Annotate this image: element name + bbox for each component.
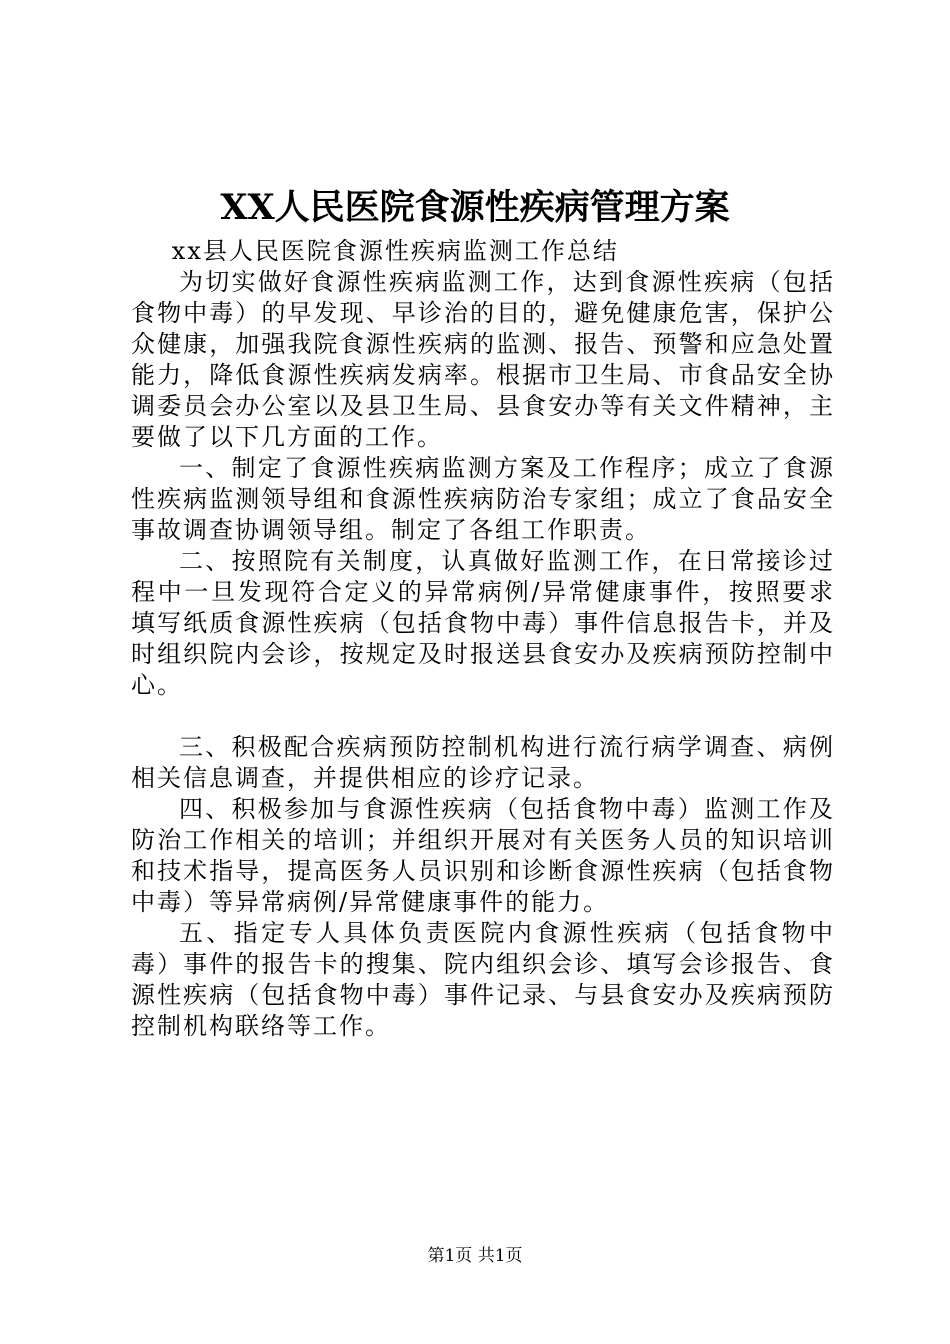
paragraph-item-1: 一、制定了食源性疾病监测方案及工作程序；成立了食源性疾病监测领导组和食源性疾病防治专家组；成立了食品安全事故调查协调领导组。制定了各组工作职责。 — [131, 454, 835, 544]
document-subtitle: xx县人民医院食源性疾病监测工作总结 — [171, 237, 619, 265]
paragraph-item-5: 五、指定专人具体负责医院内食源性疾病（包括食物中毒）事件的报告卡的搜集、院内组织会诊、填写会诊报告、食源性疾病（包括食物中毒）事件记录、与县食安办及疾病预防控制机构联络等工作。 — [131, 919, 835, 1040]
paragraph-intro: 为切实做好食源性疾病监测工作，达到食源性疾病（包括食物中毒）的早发现、早诊治的目的，避免健康危害，保护公众健康，加强我院食源性疾病的监测、报告、预警和应急处置能力，降低食源性疾病发病率。根据市卫生局、市食品安全协调委员会办公室以及县卫生局、县食安办等有关文件精神，主要做了以下几方面的工作。 — [131, 268, 835, 451]
document-body — [131, 236, 835, 1042]
paragraph-item-4: 四、积极参加与食源性疾病（包括食物中毒）监测工作及防治工作相关的培训；并组织开展对有关医务人员的知识培训和技术指导，提高医务人员识别和诊断食源性疾病（包括食物中毒）等异常病例/异常健康事件的能力。 — [131, 795, 835, 916]
blank-line — [131, 701, 835, 732]
document-title: XX人民医院食源性疾病管理方案 — [220, 187, 730, 228]
paragraph-item-3: 三、积极配合疾病预防控制机构进行流行病学调查、病例相关信息调查，并提供相应的诊疗记录。 — [131, 733, 835, 792]
paragraph-item-2: 二、按照院有关制度，认真做好监测工作，在日常接诊过程中一旦发现符合定义的异常病例/异常健康事件，按照要求填写纸质食源性疾病（包括食物中毒）事件信息报告卡，并及时组织院内会诊，按规定及时报送县食安办及疾病预防控制中心。 — [131, 547, 835, 699]
page-footer: 第1页 共1页 — [427, 1246, 523, 1266]
